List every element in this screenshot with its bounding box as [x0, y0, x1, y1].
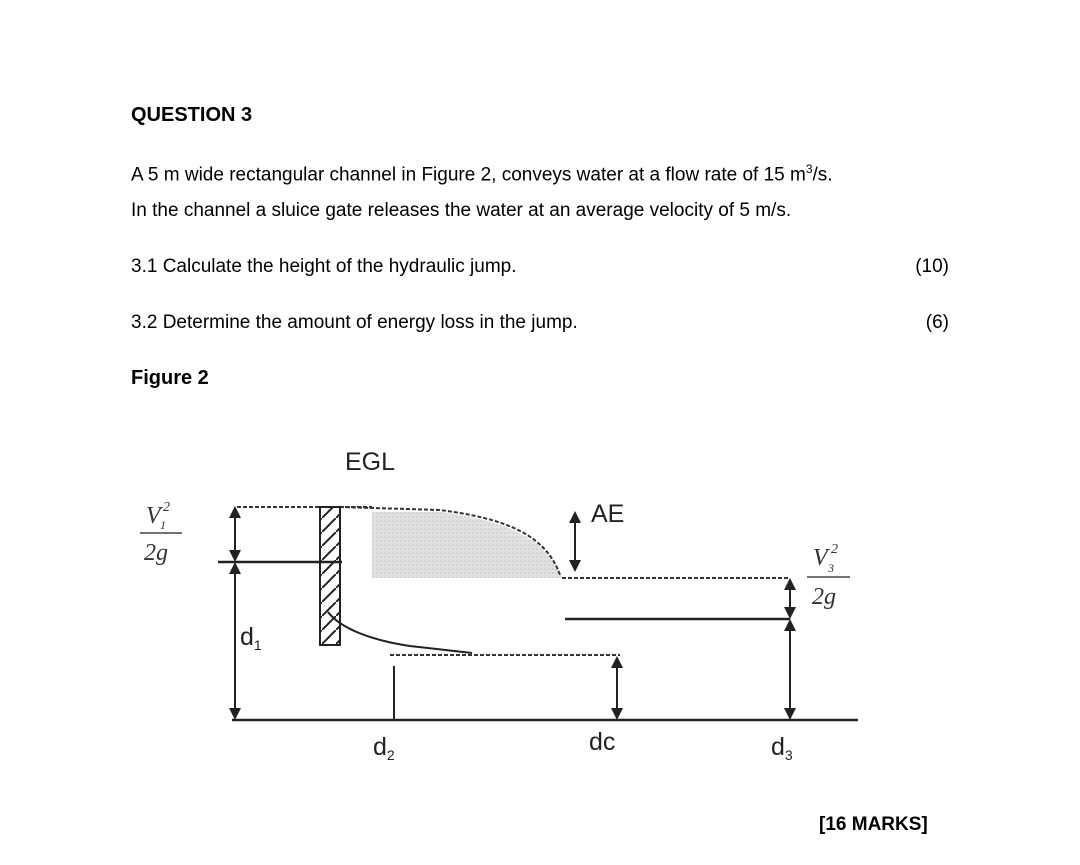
svg-text:V: V: [813, 545, 828, 571]
para1-superscript: 3: [805, 162, 813, 176]
d3-label: $d_3$: [771, 733, 793, 763]
subquestion-3-2-marks: (6): [925, 312, 949, 333]
total-marks: [16 MARKS]: [819, 814, 928, 835]
d1-label: $d_1$: [240, 623, 262, 653]
svg-text:1: 1: [160, 518, 166, 532]
svg-text:3: 3: [828, 561, 834, 575]
v3-velocity-head-fraction: [807, 542, 850, 610]
egl-shaded-region: [372, 512, 562, 578]
para1-text-end: /s.: [812, 164, 833, 186]
svg-text:2: 2: [831, 542, 838, 557]
dc-label: dc: [589, 728, 616, 756]
ae-label: AE: [591, 500, 625, 528]
subquestion-3-1-marks: (10): [915, 256, 949, 277]
egl-label: EGL: [345, 448, 396, 476]
svg-text:2g: 2g: [812, 584, 836, 610]
subquestion-3-1-text: 3.1 Calculate the height of the hydraulic jump.: [131, 256, 517, 277]
sluice-gate: [320, 507, 340, 645]
question-title: QUESTION 3: [131, 104, 253, 126]
subquestion-3-2-text: 3.2 Determine the amount of energy loss in the jump.: [131, 312, 578, 333]
svg-text:V: V: [146, 503, 161, 529]
d2-label: $d_2$: [373, 733, 395, 763]
v1-velocity-head-fraction: [140, 500, 182, 566]
question-paragraph-2: In the channel a sluice gate releases the water at an average velocity of 5 m/s.: [131, 200, 792, 221]
figure-label: Figure 2: [131, 367, 209, 389]
svg-text:2g: 2g: [144, 540, 168, 566]
supercritical-flow-profile: [328, 612, 472, 653]
para1-text: A 5 m wide rectangular channel in Figure 2, conveys water at a flow rate of 15 m: [131, 164, 806, 186]
svg-text:2: 2: [163, 500, 170, 515]
